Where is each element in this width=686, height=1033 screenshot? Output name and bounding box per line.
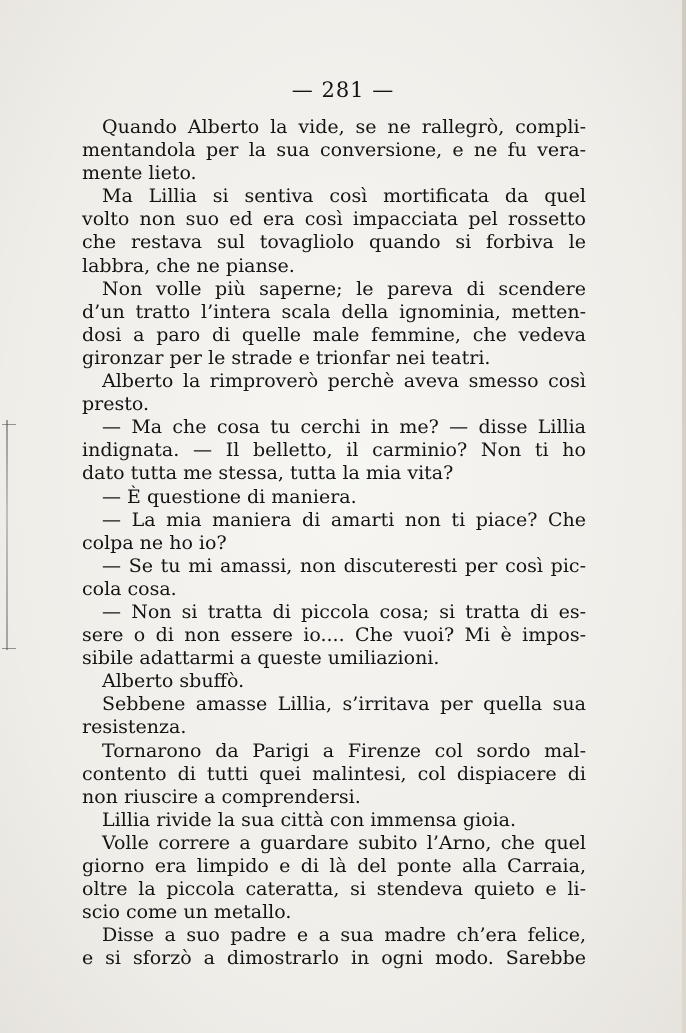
text-line: scio come un metallo. <box>82 901 292 924</box>
page-number: — 281 — <box>291 78 395 102</box>
binding-mark <box>6 420 8 650</box>
text-line: Alberto sbuffò. <box>102 670 245 693</box>
text-line: volto non suo ed era così impacciata pel rossetto <box>82 208 586 231</box>
text-line: Quando Alberto la vide, se ne rallegrò, compli- <box>102 116 586 138</box>
text-line: — La mia maniera di amarti non ti piace? Che <box>102 508 586 531</box>
text-line: giorno era limpido e di là del ponte alla Carraia, <box>82 855 586 877</box>
text-line: labbra, che ne pianse. <box>82 254 295 277</box>
text-line: — Ma che cosa tu cerchi in me? — disse Lillia <box>102 416 586 439</box>
binding-tick <box>2 648 16 649</box>
text-line: mentandola per la sua conversione, e ne fu vera- <box>82 139 586 162</box>
binding-tick <box>2 424 16 425</box>
page-edge <box>682 0 686 1033</box>
text-line: d’un tratto l’intera scala della ignominia, metten- <box>82 300 586 323</box>
text-line: cola cosa. <box>82 577 177 600</box>
text-line: Non volle più saperne; le pareva di scendere <box>102 277 586 300</box>
text-line: resistenza. <box>82 716 187 739</box>
text-line: Volle correre a guardare subito l’Arno, che quel <box>102 831 586 854</box>
text-line: dosi a paro di quelle male femmine, che vedeva <box>82 323 586 346</box>
text-line: mente lieto. <box>82 162 197 185</box>
text-line: presto. <box>82 393 150 416</box>
text-line: — Non si tratta di piccola cosa; si tratta di es- <box>102 600 586 623</box>
text-line: Lillia rivide la sua città con immensa gioia. <box>102 808 517 831</box>
text-line: sere o di non essere io.... Che vuoi? Mi è impos- <box>82 624 586 647</box>
text-line: Alberto la rimproverò perchè aveva smesso così <box>102 370 586 393</box>
text-line: oltre la piccola cateratta, si stendeva quieto e li- <box>82 878 586 901</box>
text-line: indignata. — Il belletto, il carminio? Non ti ho <box>82 439 586 462</box>
text-line: colpa ne ho io? <box>82 531 227 554</box>
text-line: e si sforzò a dimostrarlo in ogni modo. Sarebbe <box>82 947 586 970</box>
text-line: — È questione di maniera. <box>102 485 357 508</box>
text-line: Tornarono da Parigi a Firenze col sordo mal- <box>102 739 586 762</box>
text-line: che restava sul tovagliolo quando si forbiva le <box>82 231 586 254</box>
text-line: Disse a suo padre e a sua madre ch’era felice, <box>102 924 586 947</box>
text-line: contento di tutti quei malintesi, col dispiacere di <box>82 762 586 785</box>
text-line: Sebbene amasse Lillia, s’irritava per quella sua <box>102 693 586 716</box>
text-line: sibile adattarmi a queste umiliazioni. <box>82 647 440 670</box>
text-line: gironzar per le strade e trionfar nei teatri. <box>82 346 491 369</box>
text-line: dato tutta me stessa, tutta la mia vita? <box>82 462 454 485</box>
body-text <box>82 116 586 970</box>
text-line: — Se tu mi amassi, non discuteresti per così pic- <box>102 554 586 577</box>
text-line: non riuscire a comprendersi. <box>82 785 361 808</box>
text-line: Ma Lillia si sentiva così mortificata da quel <box>102 185 586 208</box>
